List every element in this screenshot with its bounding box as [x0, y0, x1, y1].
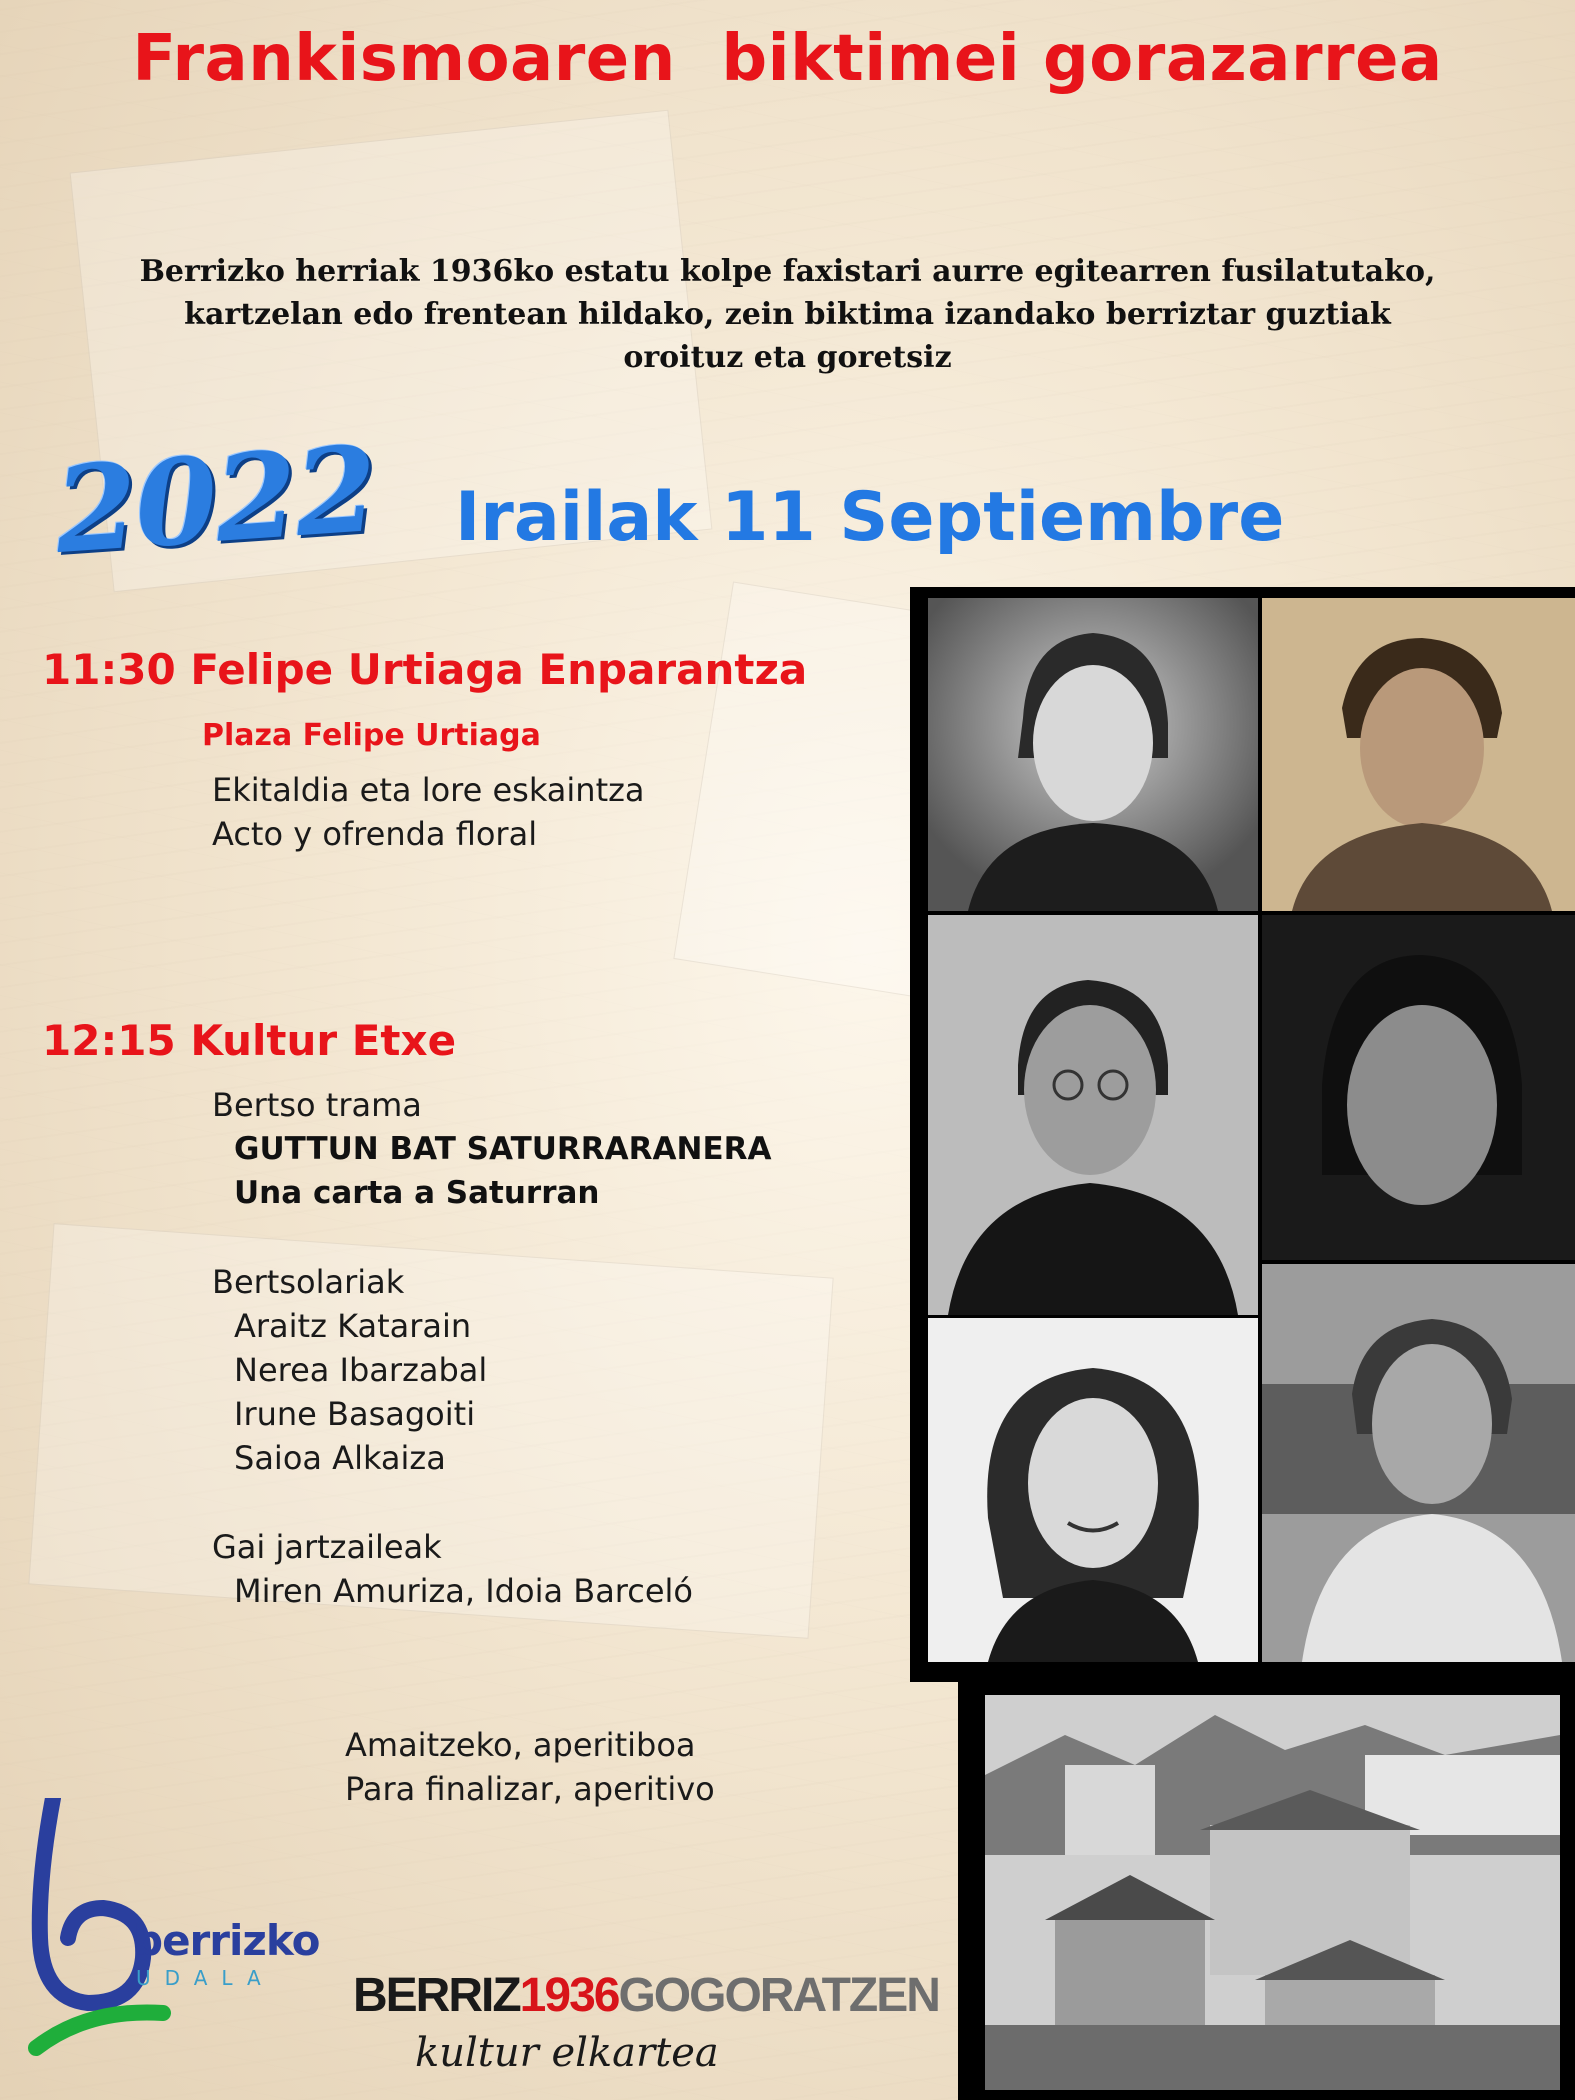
association-logo-part1: BERRIZ — [353, 1969, 520, 2022]
association-logo — [353, 1968, 939, 2023]
intro-line: kartzelan edo frentean hildako, zein biktima izandako berriztar guztiak — [184, 297, 1391, 332]
event1-details — [212, 768, 645, 856]
closing-line: Para finalizar, aperitivo — [345, 1770, 715, 1808]
bertso-title-es: Una carta a Saturran — [234, 1175, 600, 1211]
bertsolari-name: Araitz Katarain — [234, 1307, 472, 1345]
event2-heading: 12:15 Kultur Etxe — [42, 1016, 457, 1065]
gai-names: Miren Amuriza, Idoia Barceló — [234, 1572, 693, 1610]
portrait-photo — [928, 915, 1258, 1315]
bertso-label: Bertso trama — [212, 1086, 422, 1124]
event-date: Irailak 11 Septiembre — [455, 478, 1285, 557]
event2-program — [212, 1083, 772, 1613]
intro-line: oroituz eta goretsiz — [623, 340, 952, 375]
bertsolari-name: Saioa Alkaiza — [234, 1439, 446, 1477]
gai-label: Gai jartzaileak — [212, 1528, 442, 1566]
event-year: 2022 — [50, 418, 380, 581]
event1-line: Acto y ofrenda floral — [212, 815, 538, 853]
association-tagline: kultur elkartea — [415, 2030, 719, 2076]
event1-heading: 11:30 Felipe Urtiaga Enparantza — [42, 645, 808, 694]
berrizko-logo-sub: UDALA — [136, 1966, 275, 1990]
portrait-photo — [1262, 1264, 1575, 1662]
saturraran-building-photo — [985, 1695, 1560, 2090]
portrait-photo — [1262, 915, 1575, 1260]
association-logo-part3: GOGORATZEN — [618, 1969, 939, 2022]
portrait-photo — [928, 598, 1258, 911]
berrizko-logo-name: berrizko — [133, 1916, 320, 1965]
bertsolariak-label: Bertsolariak — [212, 1263, 405, 1301]
event1-subheading: Plaza Felipe Urtiaga — [202, 718, 541, 753]
association-logo-part2: 1936 — [519, 1969, 619, 2022]
closing-text — [345, 1723, 715, 1811]
event1-line: Ekitaldia eta lore eskaintza — [212, 771, 645, 809]
berrizko-udala-logo — [28, 1798, 328, 2058]
portrait-photo — [928, 1318, 1258, 1662]
closing-line: Amaitzeko, aperitiboa — [345, 1726, 696, 1764]
intro-line: Berrizko herriak 1936ko estatu kolpe faxistari aurre egitearren fusilatutako, — [139, 254, 1436, 289]
portrait-photo — [1262, 598, 1575, 911]
bertso-title-eu: GUTTUN BAT SATURRARANERA — [234, 1131, 772, 1167]
bertsolari-name: Irune Basagoiti — [234, 1395, 476, 1433]
intro-text — [20, 250, 1555, 379]
page-title: Frankismoaren biktimei gorazarrea — [132, 22, 1443, 96]
bertsolari-name: Nerea Ibarzabal — [234, 1351, 488, 1389]
